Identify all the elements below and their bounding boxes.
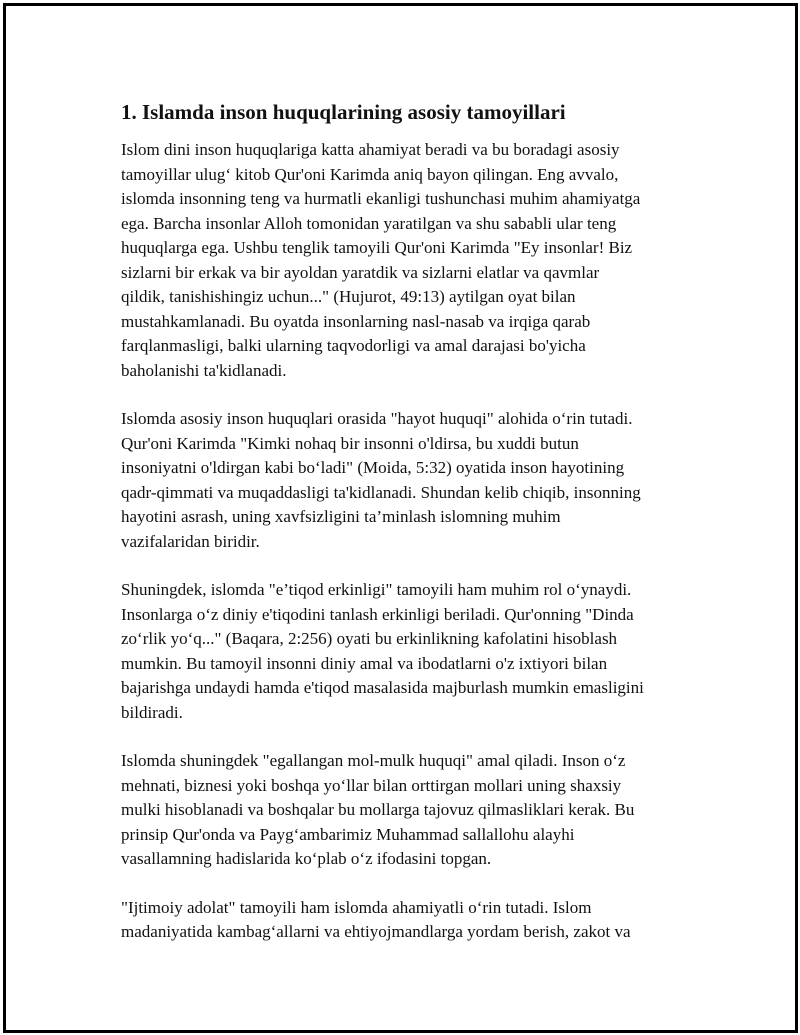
paragraph-4: Islomda shuningdek "egallangan mol-mulk huquqi" amal qiladi. Inson o‘z mehnati, biznesi yoki boshqa yo‘llar bilan orttirgan mollari uning shaxsiy mulki hisoblanadi va boshqalar bu mollarga tajovuz qilmasliklari kerak. Bu prinsip Qur'onda va Payg‘ambarimiz Muhammad sallallohu alayhi vasallamning hadislarida ko‘plab o‘z ifodasini topgan. bbox=[121, 751, 635, 868]
paragraph-3: Shuningdek, islomda "e’tiqod erkinligi" tamoyili ham muhim rol o‘ynaydi. Insonlarga o‘z diniy e'tiqodini tanlash erkinligi beriladi. Qur'onning "Dinda zo‘rlik yo‘q..." (Baqara, 2:256) oyati bu erkinlikning kafolatini hisoblash mumkin. Bu tamoyil insonni diniy amal va ibodatlarni o'z ixtiyori bilan bajarishga undaydi hamda e'tiqod masalasida majburlash mumkin emasligini bildiradi. bbox=[121, 580, 644, 722]
paragraph-5: "Ijtimoiy adolat" tamoyili ham islomda ahamiyatli o‘rin tutadi. Islom madaniyatida kambag‘allarni va ehtiyojmandlarga yordam berish, zakot va bbox=[121, 897, 631, 941]
page-frame bbox=[3, 3, 798, 1033]
paragraph-1: Islom dini inson huquqlariga katta ahamiyat beradi va bu boradagi asosiy tamoyillar ulug‘ kitob Qur'oni Karimda aniq bayon qilingan. Eng avvalo, islomda insonning teng va hurmatli ekanligi tushunchasi muhim ahamiyatga ega. Barcha insonlar Alloh tomonidan yaratilgan va shu sababli ular teng huquqlarga ega. Ushbu tenglik tamoyili Qur'oni Karimda "Ey insonlar! Biz sizlarni bir erkak va bir ayoldan yaratdik va sizlarni elatlar va qavmlar qildik, tanishishingiz uchun..." (Hujurot, 49:13) aytilgan oyat bilan mustahkamlanadi. Bu oyatda insonlarning nasl-nasab va irqiga qarab farqlanmasligi, balki ularning taqvodorligi va amal darajasi bo'yicha baholanishi ta'kidlanadi. bbox=[121, 140, 641, 380]
document-body bbox=[121, 98, 696, 945]
paragraph-2: Islomda asosiy inson huquqlari orasida "hayot huquqi" alohida o‘rin tutadi. Qur'oni Karimda "Kimki nohaq bir insonni o'ldirsa, bu xuddi butun insoniyatni o'ldirgan kabi bo‘ladi" (Moida, 5:32) oyatida inson hayotining qadr-qimmati va muqaddasligi ta'kidlanadi. Shundan kelib chiqib, insonning hayotini asrash, uning xavfsizligini ta’minlash islomning muhim vazifalaridan biridir. bbox=[121, 409, 641, 551]
section-heading: 1. Islamda inson huquqlarining asosiy tamoyillari bbox=[121, 100, 566, 124]
